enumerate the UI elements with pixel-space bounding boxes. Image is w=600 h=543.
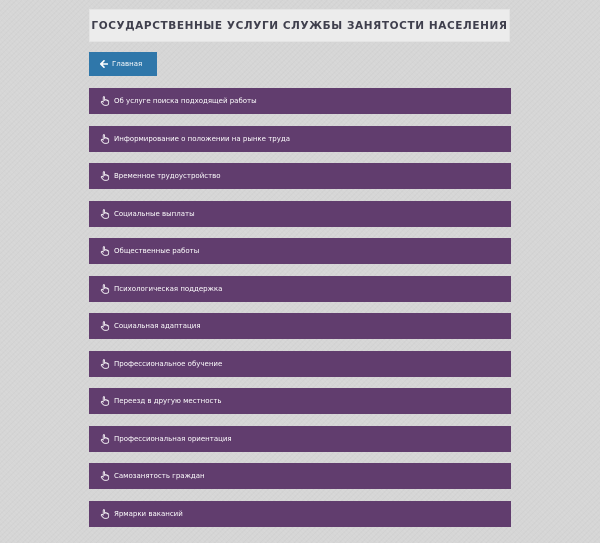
pointing-hand-icon — [100, 96, 110, 106]
pointing-hand-icon — [100, 509, 110, 519]
pointing-hand-icon — [100, 434, 110, 444]
services-menu — [89, 88, 511, 538]
menu-item-social-adaptation[interactable] — [89, 313, 511, 339]
menu-item-labor-market-info[interactable] — [89, 126, 511, 152]
pointing-hand-icon — [100, 246, 110, 256]
pointing-hand-icon — [100, 321, 110, 331]
menu-item-vocational-training[interactable] — [89, 351, 511, 377]
menu-item-label: Профессиональная ориентация — [114, 434, 232, 443]
menu-item-label: Самозанятость граждан — [114, 472, 205, 480]
menu-item-label: Социальная адаптация — [114, 322, 201, 330]
menu-item-temporary-employment[interactable] — [89, 163, 511, 189]
home-button-label: Главная — [112, 60, 143, 68]
pointing-hand-icon — [100, 134, 110, 144]
menu-item-social-payments[interactable] — [89, 201, 511, 227]
home-button[interactable] — [89, 52, 157, 76]
menu-item-label: Социальные выплаты — [114, 209, 195, 218]
menu-item-job-fairs[interactable] — [89, 501, 511, 527]
menu-item-label: Переезд в другую местность — [114, 397, 222, 405]
menu-item-public-works[interactable] — [89, 238, 511, 264]
menu-item-label: Психологическая поддержка — [114, 284, 223, 293]
menu-item-label: Информирование о положении на рынке труда — [114, 134, 290, 143]
page-header — [89, 9, 510, 42]
menu-item-psychological-support[interactable] — [89, 276, 511, 302]
menu-item-self-employment[interactable] — [89, 463, 511, 489]
menu-item-label: Общественные работы — [114, 247, 200, 255]
pointing-hand-icon — [100, 396, 110, 406]
arrow-left-icon — [100, 60, 108, 68]
pointing-hand-icon — [100, 284, 110, 294]
menu-item-label: Ярмарки вакансий — [114, 509, 183, 518]
menu-item-career-guidance[interactable] — [89, 426, 511, 452]
menu-item-label: Временное трудоустройство — [114, 172, 221, 180]
page-title: ГОСУДАРСТВЕННЫЕ УСЛУГИ СЛУЖБЫ ЗАНЯТОСТИ НАСЕЛЕНИЯ — [91, 19, 508, 32]
pointing-hand-icon — [100, 471, 110, 481]
menu-item-label: Об услуге поиска подходящей работы — [114, 97, 257, 105]
pointing-hand-icon — [100, 359, 110, 369]
menu-item-label: Профессиональное обучение — [114, 359, 223, 368]
menu-item-relocation[interactable] — [89, 388, 511, 414]
pointing-hand-icon — [100, 209, 110, 219]
pointing-hand-icon — [100, 171, 110, 181]
menu-item-job-search[interactable] — [89, 88, 511, 114]
